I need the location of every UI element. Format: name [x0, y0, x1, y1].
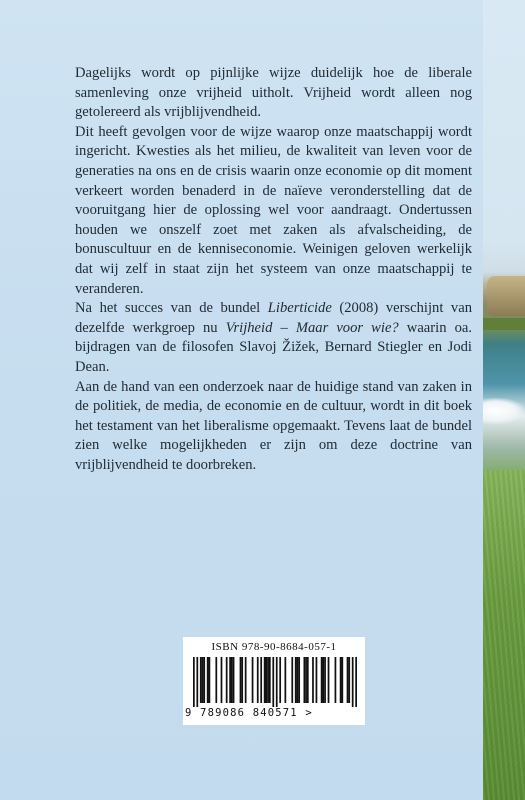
barcode-bar — [264, 657, 266, 703]
barcode-bar — [322, 657, 324, 703]
barcode-bar — [272, 657, 274, 707]
barcode-bar — [267, 657, 269, 703]
isbn-label: ISBN 978-90-8684-057-1 — [211, 641, 337, 653]
barcode-bar — [316, 657, 318, 703]
barcode-digits: 9 789086 840571 > — [185, 707, 313, 719]
barcode-bar — [193, 657, 195, 707]
barcode-bar — [279, 657, 281, 703]
barcode-bar — [305, 657, 307, 703]
barcode-bar — [245, 657, 247, 703]
blurb-paragraph-4: Aan de hand van een onderzoek naar de huidige stand van zaken in de politiek, de media, de economie en de cultuur, wordt in dit boek het testament van het liberalisme opgemaakt. Tevens laat de bundel zien welke mogelijkheden er zijn om deze doctrine van vrijblijvendheid te doorbreken. — [75, 378, 472, 473]
barcode-bar — [221, 657, 223, 703]
shrubs — [483, 318, 525, 330]
barcode-bar — [355, 657, 357, 707]
blurb-p3-part-a: Na het succes van de bundel — [75, 300, 268, 317]
barcode-bar — [257, 657, 259, 703]
barcode-bar — [203, 657, 205, 703]
barcode-bar — [307, 657, 309, 703]
isbn-barcode — [183, 637, 365, 725]
barcode-bar — [215, 657, 217, 703]
barcode-bar — [200, 657, 202, 703]
blurb-paragraph-1: Dagelijks wordt op pijnlijke wijze duidelijk hoe de liberale samenleving onze vrijheid uitholt. Vrijheid wordt alleen nog getolereerd als vrijblijvendheid. — [75, 65, 472, 121]
barcode-bar — [202, 657, 204, 703]
rock-formation — [487, 276, 525, 316]
barcode-bar — [276, 657, 278, 707]
barcode-bar — [231, 657, 233, 703]
barcode-bar — [312, 657, 314, 703]
barcode-bar — [252, 657, 254, 703]
barcode-bar — [226, 657, 228, 703]
barcode-bar — [269, 657, 271, 703]
barcode-bar — [340, 657, 342, 703]
barcode-bar — [341, 657, 343, 703]
barcode-bar — [209, 657, 211, 703]
barcode-bar — [328, 657, 330, 703]
barcode-bar — [284, 657, 286, 703]
barcode-bar — [335, 657, 337, 703]
barcode-bar — [298, 657, 300, 703]
barcode-bar — [352, 657, 354, 707]
cover-photo-strip — [483, 0, 525, 800]
barcode-bar — [240, 657, 242, 703]
book-title-vrijheid: Vrijheid – Maar voor wie? — [225, 319, 399, 336]
barcode-bar — [295, 657, 297, 703]
barcode-bar — [260, 657, 262, 703]
barcode-bar — [207, 657, 209, 703]
blurb-paragraph-2: Dit heeft gevolgen voor de wijze waarop onze maatschappij wordt ingericht. Kwesties als het milieu, de kwaliteit van leven voor de generaties na ons en de crisis waarin onze economie op dit moment verkeert worden benaderd in de naïeve veronderstelling dat de vooruitgang hier de oplossing wel voor aandraagt. Ondertussen houden we onszelf zoet met zaken als afvalscheiding, de bonuscultuur en de kenniseconomie. Weinigen geloven werkelijk dat wij zelf in staat zijn het systeem van onze maatschappij te veranderen. — [75, 123, 472, 297]
barcode-bar — [348, 657, 350, 703]
barcode-bar — [297, 657, 299, 703]
barcode-bar — [303, 657, 305, 703]
barcode-bar — [266, 657, 268, 703]
barcode-bars — [193, 657, 357, 707]
barcode-bar — [347, 657, 349, 703]
barcode-bar — [196, 657, 198, 707]
barcode-bar — [229, 657, 231, 703]
blurb-p3-part-c: waarin oa. bijdragen van de filosofen Slavoj Žižek, Bernard Stiegler en Jodi Dean. — [75, 319, 472, 375]
book-title-liberticide: Liberticide — [267, 300, 332, 317]
barcode-bar — [233, 657, 235, 703]
barcode-bar — [241, 657, 243, 703]
blurb-p3-part-b: (2008) verschijnt van dezelfde werkgroep nu — [75, 300, 472, 336]
barcode-bar — [324, 657, 326, 703]
sea-surf — [483, 398, 525, 424]
barcode-bar — [291, 657, 293, 703]
back-cover-blurb — [75, 64, 472, 475]
blurb-paragraph-3 — [75, 299, 472, 377]
grass-field — [483, 470, 525, 800]
barcode-bar — [321, 657, 323, 703]
